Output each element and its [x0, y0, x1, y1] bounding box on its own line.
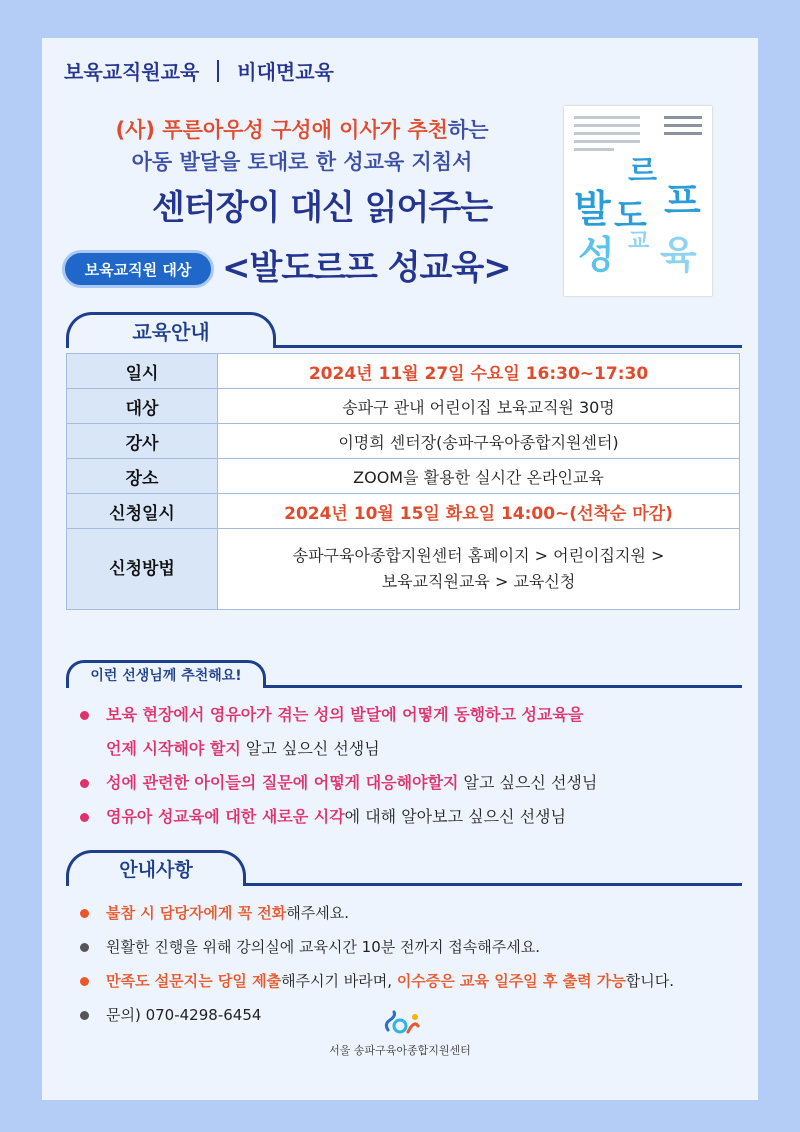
cover-char-2: 도: [614, 196, 647, 236]
header-bar: [64, 56, 334, 85]
row-value: ZOOM을 활용한 실시간 온라인교육: [218, 459, 740, 494]
list-item: [80, 964, 674, 998]
row-value: 2024년 11월 27일 수요일 16:30~17:30: [218, 354, 740, 389]
cover-author-lines: [664, 116, 702, 140]
recommend-list: [80, 698, 597, 834]
list-item: [80, 896, 674, 930]
row-value: 송파구 관내 어린이집 보육교직원 30명: [218, 389, 740, 424]
cover-char-4: 프: [664, 179, 701, 223]
poster: [42, 38, 758, 1100]
table-row: [67, 354, 740, 389]
bullet-icon: [80, 977, 89, 986]
notice-section-title: 안내사항: [66, 850, 246, 886]
footer-org-name: 서울 송파구육아종합지원센터: [329, 1044, 471, 1057]
row-key: 신청일시: [67, 494, 218, 529]
bullet-icon: [80, 943, 89, 952]
table-row: [67, 424, 740, 459]
headline-line1-rest: 하는: [447, 118, 489, 142]
apply-method-line2: 보육교직원교육 > 교육신청: [381, 572, 576, 591]
item-text: 알고 싶으신 선생님: [458, 773, 598, 792]
headline-line1: [42, 114, 562, 144]
bullet-icon: [80, 813, 89, 822]
bullet-icon: [80, 1011, 89, 1020]
row-key: 강사: [67, 424, 218, 459]
item-emphasis: 보육 현장에서 영유아가 겪는 성의 발달에 어떻게 동행하고 성교육을: [106, 705, 584, 724]
header-left-label: 보육교직원교육: [64, 60, 200, 84]
item-text: 합니다.: [625, 972, 675, 990]
recommend-section-header: [66, 660, 742, 688]
row-key: 신청방법: [67, 529, 218, 610]
recommend-section-title: 이런 선생님께 추천해요!: [66, 660, 266, 688]
item-text: 해주시기 바라며,: [281, 972, 397, 990]
notice-section-rule: [246, 883, 742, 886]
target-badge: 보육교직원 대상: [62, 250, 214, 288]
table-row: [67, 494, 740, 529]
notice-list: [80, 896, 674, 1032]
item-emphasis: 불참 시 담당자에게 꼭 전화: [106, 904, 287, 922]
table-row: [67, 529, 740, 610]
bullet-icon: [80, 779, 89, 788]
cover-char-1: 발: [574, 187, 611, 231]
list-item: [80, 930, 674, 964]
item-text: 해주세요.: [286, 904, 350, 922]
row-value: [218, 529, 740, 610]
row-key: 대상: [67, 389, 218, 424]
item-text: 에 대해 알아보고 싶으신 선생님: [344, 807, 566, 826]
row-key: 장소: [67, 459, 218, 494]
item-emphasis: 이수증은 교육 일주일 후 출력 가능: [396, 972, 626, 990]
headline-recommender: (사) 푸른아우성 구성애 이사가: [115, 118, 408, 142]
center-logo-icon: [382, 1010, 422, 1038]
list-item: [80, 766, 597, 800]
item-text: 원활한 진행을 위해 강의실에 교육시간 10분 전까지 접속해주세요.: [106, 938, 540, 956]
row-key: 일시: [67, 354, 218, 389]
education-info-table: [66, 353, 740, 610]
list-item: [80, 698, 597, 766]
notice-section-header: [66, 850, 742, 886]
table-row: [67, 459, 740, 494]
bullet-icon: [80, 909, 89, 918]
headline-recommend-word: 추천: [407, 118, 448, 142]
contact-text: 문의) 070-4298-6454: [106, 1006, 262, 1024]
item-emphasis: 언제 시작해야 할지: [106, 739, 241, 758]
row-value: 2024년 10월 15일 화요일 14:00~(선착순 마감): [218, 494, 740, 529]
item-emphasis: 만족도 설문지는 당일 제출: [106, 972, 282, 990]
cover-char-5: 성: [578, 233, 615, 277]
apply-method-line1: 송파구육아종합지원센터 홈페이지 > 어린이집지원 >: [292, 546, 665, 565]
row-value: 이명희 센터장(송파구육아종합지원센터): [218, 424, 740, 459]
item-text: 알고 싶으신 선생님: [240, 739, 380, 758]
item-emphasis: 영유아 성교육에 대한 새로운 시각: [106, 807, 345, 826]
list-item: [80, 998, 674, 1032]
book-title: <발도르프 성교육>: [222, 248, 511, 288]
cover-char-7: 육: [660, 233, 697, 277]
header-right-label: 비대면교육: [237, 60, 334, 84]
recommend-section-rule: [266, 685, 742, 688]
cover-char-6: 교: [628, 229, 650, 254]
book-cover-image: [564, 106, 712, 296]
education-section-rule: [276, 345, 742, 348]
cover-char-3: 르: [628, 154, 657, 189]
education-section-header: [66, 312, 742, 348]
item-emphasis: 성에 관련한 아이들의 질문에 어떻게 대응해야할지: [106, 773, 459, 792]
header-divider: [217, 60, 219, 82]
headline-title: 센터장이 대신 읽어주는: [151, 188, 493, 228]
bullet-icon: [80, 711, 89, 720]
list-item: [80, 800, 597, 834]
education-section-title: 교육안내: [66, 312, 276, 348]
table-row: [67, 389, 740, 424]
headline-line2: 아동 발달을 토대로 한 성교육 지침서: [131, 150, 473, 174]
